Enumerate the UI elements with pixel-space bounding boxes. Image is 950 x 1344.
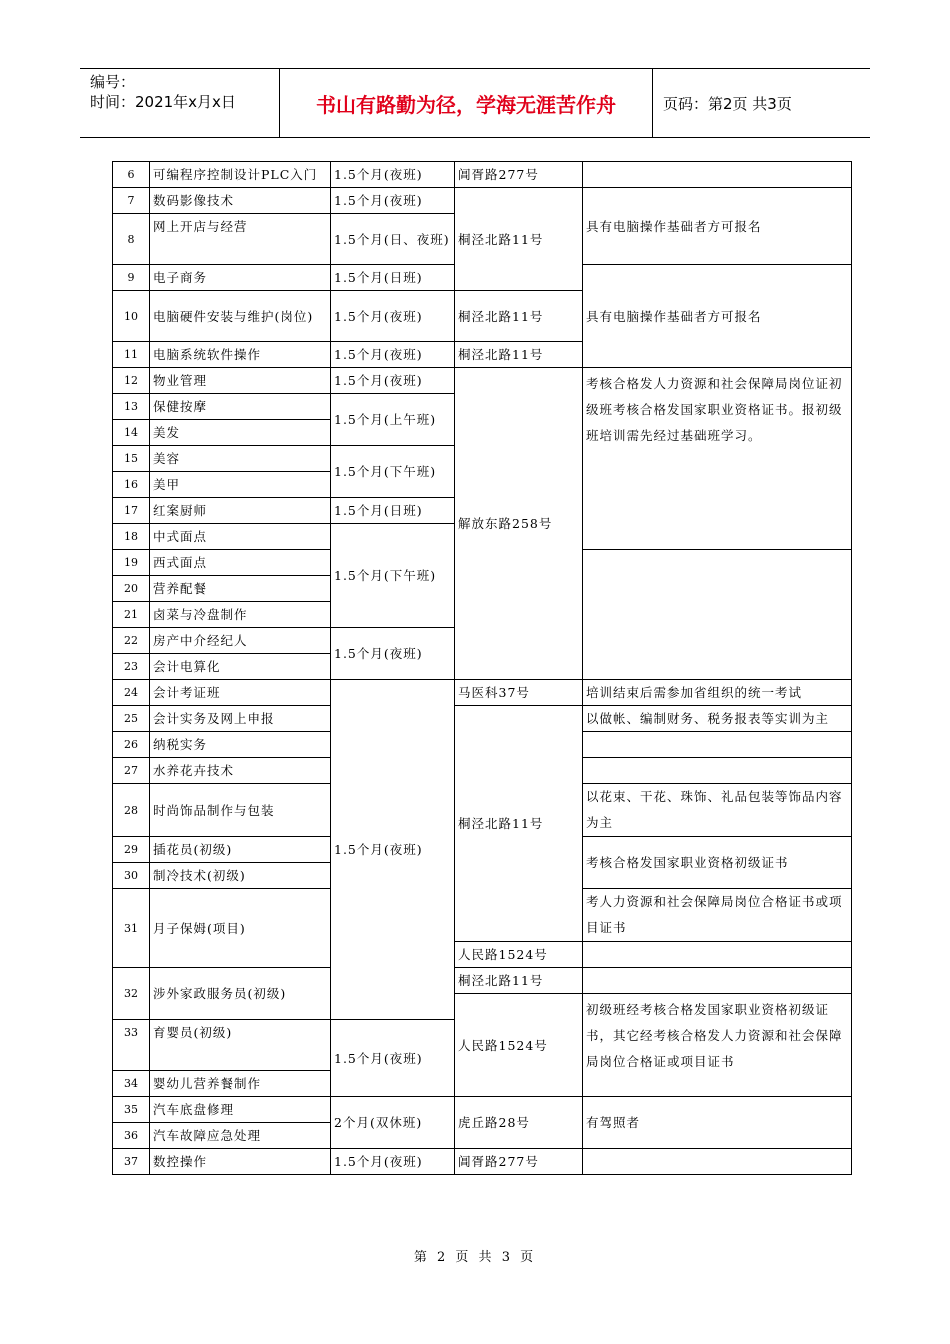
header-meta	[80, 69, 280, 137]
course-note	[583, 968, 852, 994]
row-number: 15	[113, 446, 150, 472]
row-number: 23	[113, 654, 150, 680]
course-name: 营养配餐	[150, 576, 331, 602]
course-name: 婴幼儿营养餐制作	[150, 1071, 331, 1097]
course-name: 保健按摩	[150, 394, 331, 420]
table-row	[113, 706, 852, 732]
course-name: 可编程序控制设计PLC入门	[150, 162, 331, 188]
course-name: 卤菜与冷盘制作	[150, 602, 331, 628]
course-name: 会计电算化	[150, 654, 331, 680]
row-number: 30	[113, 863, 150, 889]
row-number: 35	[113, 1097, 150, 1123]
course-name: 电脑硬件安装与维护(岗位)	[150, 291, 331, 342]
course-name: 美甲	[150, 472, 331, 498]
row-number: 12	[113, 368, 150, 394]
course-location: 桐泾北路11号	[455, 706, 583, 942]
course-name: 数控操作	[150, 1149, 331, 1175]
table-row	[113, 188, 852, 214]
course-name: 电脑系统软件操作	[150, 342, 331, 368]
table-row	[113, 1097, 852, 1123]
course-name: 会计考证班	[150, 680, 331, 706]
course-duration: 1.5个月(下午班)	[331, 446, 455, 498]
course-name: 房产中介经纪人	[150, 628, 331, 654]
course-duration: 2个月(双休班)	[331, 1097, 455, 1149]
course-duration: 1.5个月(夜班)	[331, 1020, 455, 1097]
course-duration: 1.5个月(日班)	[331, 265, 455, 291]
course-location: 人民路1524号	[455, 994, 583, 1097]
course-note: 以花束、干花、珠饰、礼品包装等饰品内容为主	[583, 784, 852, 837]
course-duration: 1.5个月(上午班)	[331, 394, 455, 446]
row-number: 6	[113, 162, 150, 188]
course-location: 人民路1524号	[455, 942, 583, 968]
row-number: 31	[113, 889, 150, 968]
table-row	[113, 162, 852, 188]
row-number: 8	[113, 214, 150, 265]
row-number: 11	[113, 342, 150, 368]
course-note: 具有电脑操作基础者方可报名	[583, 265, 852, 368]
course-note: 以做帐、编制财务、税务报表等实训为主	[583, 706, 852, 732]
course-name: 水养花卉技术	[150, 758, 331, 784]
course-duration: 1.5个月(日、夜班)	[331, 214, 455, 265]
row-number: 9	[113, 265, 150, 291]
row-number: 25	[113, 706, 150, 732]
course-duration: 1.5个月(夜班)	[331, 162, 455, 188]
course-name: 美容	[150, 446, 331, 472]
course-name: 中式面点	[150, 524, 331, 550]
row-number: 29	[113, 837, 150, 863]
row-number: 33	[113, 1020, 150, 1071]
course-note: 初级班经考核合格发国家职业资格初级证书，其它经考核合格发人力资源和社会保障局岗位合格证或项目证书	[583, 994, 852, 1097]
row-number: 27	[113, 758, 150, 784]
course-name: 美发	[150, 420, 331, 446]
header-motto: 书山有路勤为径，学海无涯苦作舟	[280, 69, 653, 137]
course-name: 汽车底盘修理	[150, 1097, 331, 1123]
course-note	[583, 732, 852, 758]
course-duration: 1.5个月(下午班)	[331, 524, 455, 628]
course-note: 考核合格发国家职业资格初级证书	[583, 837, 852, 889]
row-number: 19	[113, 550, 150, 576]
table-row	[113, 1149, 852, 1175]
row-number: 17	[113, 498, 150, 524]
row-number: 7	[113, 188, 150, 214]
row-number: 20	[113, 576, 150, 602]
course-duration: 1.5个月(夜班)	[331, 368, 455, 394]
time-label: 时间：2021年x月x日	[90, 93, 236, 111]
course-table	[112, 161, 852, 1175]
row-number: 16	[113, 472, 150, 498]
row-number: 34	[113, 1071, 150, 1097]
course-note: 具有电脑操作基础者方可报名	[583, 188, 852, 265]
course-location: 解放东路258号	[455, 368, 583, 680]
course-name: 制冷技术(初级)	[150, 863, 331, 889]
course-location: 桐泾北路11号	[455, 968, 583, 994]
course-name: 插花员(初级)	[150, 837, 331, 863]
course-duration: 1.5个月(夜班)	[331, 680, 455, 1020]
row-number: 13	[113, 394, 150, 420]
course-location: 阊胥路277号	[455, 1149, 583, 1175]
course-duration: 1.5个月(夜班)	[331, 342, 455, 368]
course-duration: 1.5个月(夜班)	[331, 1149, 455, 1175]
table-row	[113, 968, 852, 994]
course-note: 有驾照者	[583, 1097, 852, 1149]
row-number: 36	[113, 1123, 150, 1149]
row-number: 24	[113, 680, 150, 706]
row-number: 14	[113, 420, 150, 446]
course-name: 西式面点	[150, 550, 331, 576]
course-duration: 1.5个月(夜班)	[331, 628, 455, 680]
course-name: 汽车故障应急处理	[150, 1123, 331, 1149]
course-duration: 1.5个月(日班)	[331, 498, 455, 524]
course-name: 红案厨师	[150, 498, 331, 524]
row-number: 10	[113, 291, 150, 342]
course-name: 物业管理	[150, 368, 331, 394]
course-note: 考核合格发人力资源和社会保障局岗位证初级班考核合格发国家职业资格证书。报初级班培训需先经过基础班学习。	[583, 368, 852, 550]
course-location: 桐泾北路11号	[455, 342, 583, 368]
row-number: 26	[113, 732, 150, 758]
course-name: 网上开店与经营	[150, 214, 331, 265]
table-row	[113, 680, 852, 706]
row-number: 37	[113, 1149, 150, 1175]
row-number: 32	[113, 968, 150, 1020]
page-footer: 第 2 页 共 3 页	[413, 1250, 537, 1265]
course-note	[583, 1149, 852, 1175]
course-location: 马医科37号	[455, 680, 583, 706]
course-note	[583, 942, 852, 968]
row-number: 21	[113, 602, 150, 628]
course-name: 育婴员(初级)	[150, 1020, 331, 1071]
course-location: 桐泾北路11号	[455, 188, 583, 291]
table-row	[113, 368, 852, 394]
page-header	[80, 68, 870, 138]
course-name: 时尚饰品制作与包装	[150, 784, 331, 837]
course-name: 会计实务及网上申报	[150, 706, 331, 732]
course-location: 阊胥路277号	[455, 162, 583, 188]
row-number: 18	[113, 524, 150, 550]
course-note: 培训结束后需参加省组织的统一考试	[583, 680, 852, 706]
course-duration: 1.5个月(夜班)	[331, 188, 455, 214]
course-note: 考人力资源和社会保障局岗位合格证书或项目证书	[583, 889, 852, 942]
row-number: 22	[113, 628, 150, 654]
header-page-label: 页码：第2页 共3页	[663, 94, 792, 113]
course-note	[583, 758, 852, 784]
course-location: 桐泾北路11号	[455, 291, 583, 342]
course-location: 虎丘路28号	[455, 1097, 583, 1149]
course-name: 数码影像技术	[150, 188, 331, 214]
course-name: 纳税实务	[150, 732, 331, 758]
course-name: 电子商务	[150, 265, 331, 291]
course-note	[583, 162, 852, 188]
course-name: 月子保姆(项目)	[150, 889, 331, 968]
row-number: 28	[113, 784, 150, 837]
number-label: 编号：	[90, 73, 136, 91]
course-duration: 1.5个月(夜班)	[331, 291, 455, 342]
course-name: 涉外家政服务员(初级)	[150, 968, 331, 1020]
